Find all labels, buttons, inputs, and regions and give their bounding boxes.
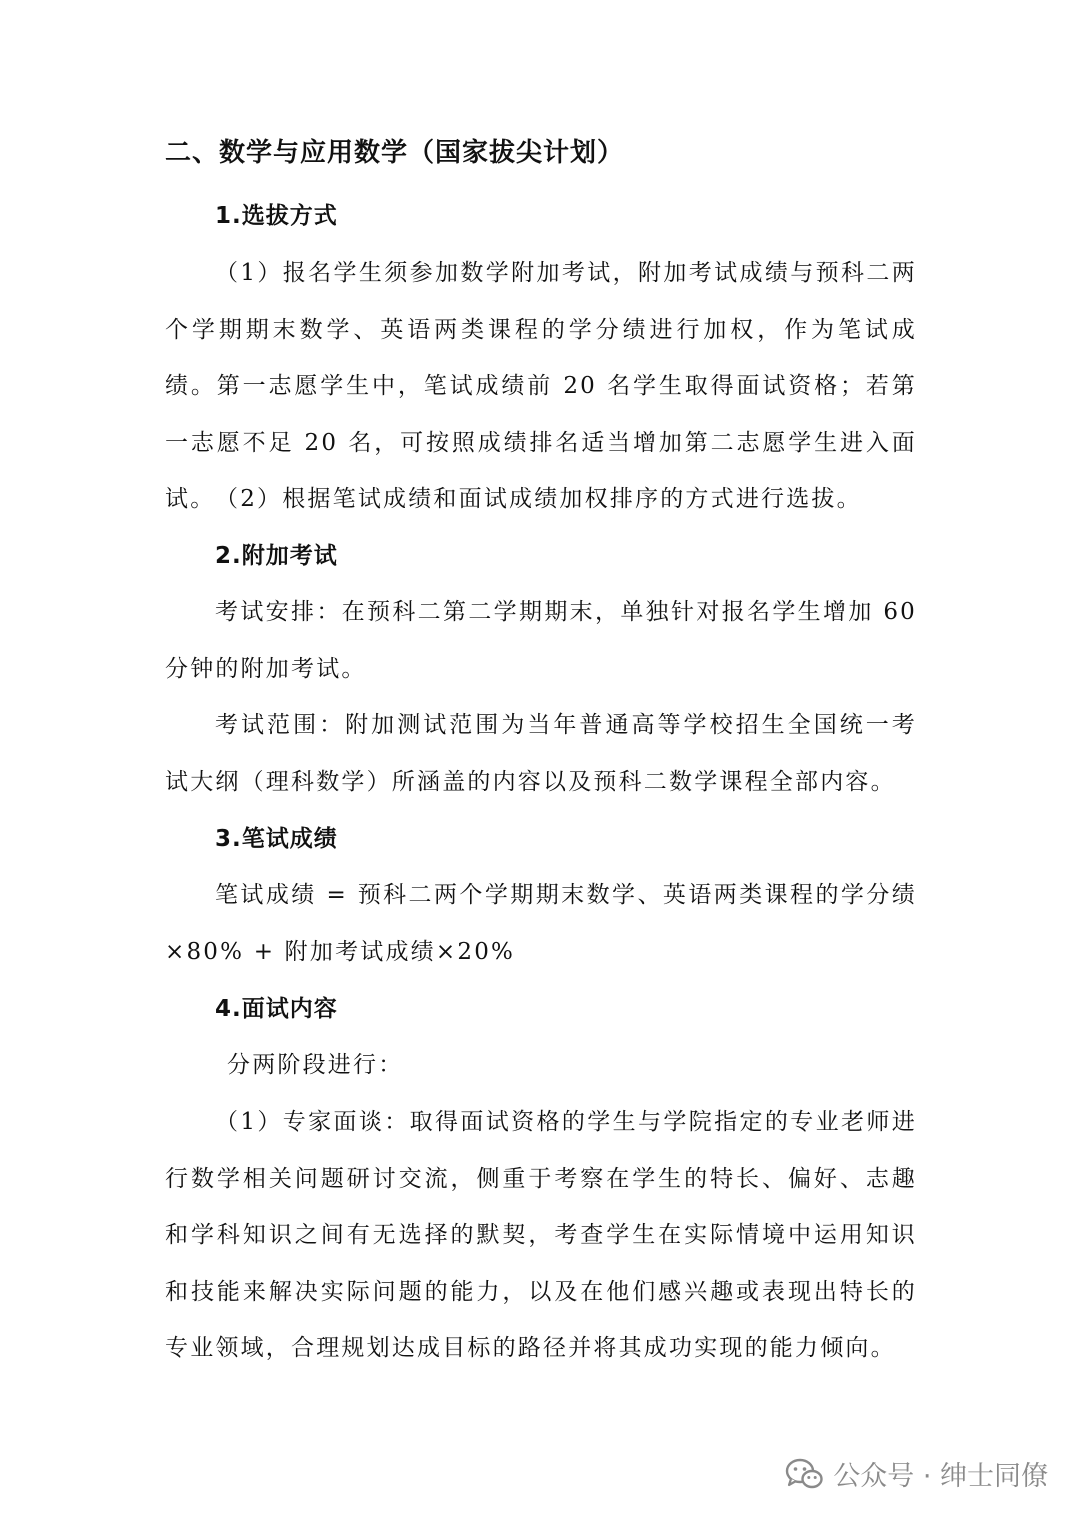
paragraph-exam-scope: 考试范围：附加测试范围为当年普通高等学校招生全国统一考试大纲（理科数学）所涵盖的内容以及预科二数学课程全部内容。 <box>165 712 917 795</box>
section-heading-written-score: 3.笔试成绩 <box>215 826 338 852</box>
paragraph-expert-interview: （1）专家面谈：取得面试资格的学生与学院指定的专业老师进行数学相关问题研讨交流，侧重于考察在学生的特长、偏好、志趣和学科知识之间有无选择的默契，考查学生在实际情境中运用知识和技能来解决实际问题的能力，以及在他们感兴趣或表现出特长的专业领域，合理规划达成目标的路径并将其成功实现的能力倾向。 <box>165 1109 917 1361</box>
wechat-icon <box>785 1458 823 1490</box>
paragraph-exam-schedule: 考试安排：在预科二第二学期期末，单独针对报名学生增加 60 分钟的附加考试。 <box>165 599 917 682</box>
watermark-text: 公众号 · 绅士同僚 <box>833 1461 1048 1492</box>
paragraph-written-score-formula: 笔试成绩 = 预科二两个学期期末数学、英语两类课程的学分绩×80% + 附加考试成绩×20% <box>165 882 917 965</box>
document-title: 二、数学与应用数学（国家拔尖计划） <box>165 138 625 168</box>
paragraph-selection-2: （2）根据笔试成绩和面试成绩加权排序的方式进行选拔。 <box>215 486 862 512</box>
section-heading-interview: 4.面试内容 <box>215 996 338 1022</box>
paragraph-selection-1: （1）报名学生须参加数学附加考试，附加考试成绩与预科二两个学期期末数学、英语两类课程的学分绩进行加权，作为笔试成绩。第一志愿学生中，笔试成绩前 20 名学生取得面试资格；若第一志愿不足 20 名，可按照成绩排名适当增加第二志愿学生进入面试。 <box>165 260 917 512</box>
watermark <box>785 1454 1048 1493</box>
section-heading-selection-method: 1.选拔方式 <box>215 203 338 229</box>
paragraph-interview-intro: 分两阶段进行： <box>227 1052 404 1078</box>
section-heading-extra-exam: 2.附加考试 <box>215 543 338 569</box>
